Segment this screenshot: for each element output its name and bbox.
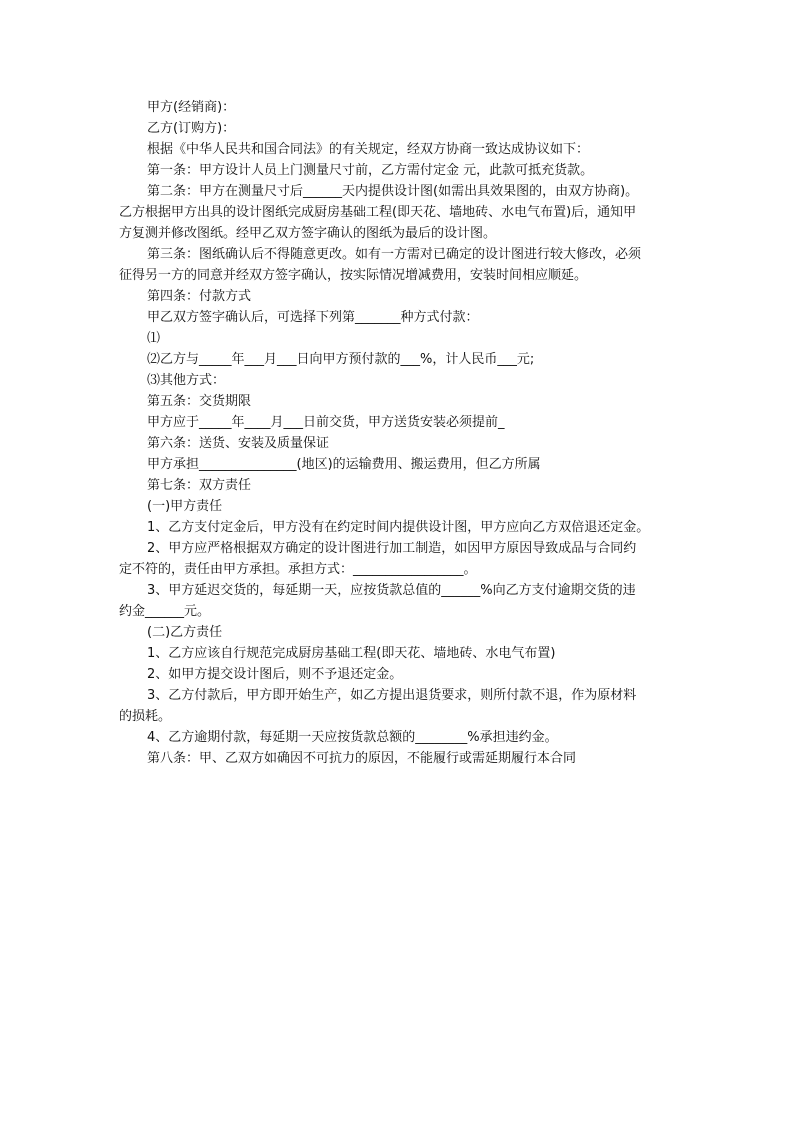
- paragraph: [119, 118, 689, 139]
- paragraph: [119, 727, 689, 748]
- paragraph: [119, 496, 689, 517]
- text-line: (一)甲方责任: [147, 499, 223, 514]
- paragraph: [119, 244, 689, 286]
- paragraph: [119, 517, 689, 538]
- paragraph: [119, 391, 689, 412]
- text-line: 定不符的，责任由甲方承担。承担方式：_________________。: [119, 562, 477, 577]
- paragraph: [119, 433, 689, 454]
- text-line: (二)乙方责任: [147, 625, 223, 640]
- text-line: 第一条：甲方设计人员上门测量尺寸前，乙方需付定金 元，此款可抵充货款。: [147, 163, 594, 178]
- paragraph: [119, 181, 689, 244]
- text-line: 1、乙方应该自行规范完成厨房基础工程(即天花、墙地砖、水电气布置): [147, 646, 556, 661]
- text-line: 方复测并修改图纸。经甲乙双方签字确认的图纸为最后的设计图。: [119, 226, 497, 241]
- text-line: 第八条：甲、乙双方如确因不可抗力的原因，不能履行或需延期履行本合同: [147, 751, 577, 766]
- text-line: 第三条：图纸确认后不得随意更改。如有一方需对已确定的设计图进行较大修改，必须: [147, 247, 642, 262]
- text-line: 4、乙方逾期付款，每延期一天应按货款总额的________%承担违约金。: [147, 730, 558, 745]
- paragraph: [119, 286, 689, 307]
- paragraph: [119, 685, 689, 727]
- text-line: 根据《中华人民共和国合同法》的有关规定，经双方协商一致达成协议如下：: [147, 142, 590, 157]
- text-line: 3、甲方延迟交货的，每延期一天，应按货款总值的______%向乙方支付逾期交货的违: [147, 583, 636, 598]
- text-line: 甲乙双方签字确认后，可选择下列第_______种方式付款：: [147, 310, 479, 325]
- paragraph: [119, 328, 689, 349]
- paragraph: [119, 475, 689, 496]
- text-line: 第五条：交货期限: [147, 394, 252, 409]
- paragraph: [119, 139, 689, 160]
- text-line: 第四条：付款方式: [147, 289, 252, 304]
- text-line: 乙方(订购方)：: [147, 121, 236, 136]
- text-line: ⑶其他方式：: [147, 373, 226, 388]
- text-line: 甲方应于_____年____月___日前交货，甲方送货安装必须提前_: [147, 415, 505, 430]
- text-line: 甲方(经销商)：: [147, 100, 236, 115]
- contract-body: [119, 97, 689, 769]
- paragraph: [119, 643, 689, 664]
- paragraph: [119, 748, 689, 769]
- paragraph: [119, 307, 689, 328]
- paragraph: [119, 160, 689, 181]
- text-line: 2、如甲方提交设计图后，则不予退还定金。: [147, 667, 403, 682]
- text-line: 第二条：甲方在测量尺寸后______天内提供设计图(如需出具效果图的，由双方协商)。: [147, 184, 639, 199]
- text-line: 1、乙方支付定金后，甲方没有在约定时间内提供设计图，甲方应向乙方双倍退还定金。: [147, 520, 650, 535]
- paragraph: [119, 538, 689, 580]
- text-line: 的损耗。: [119, 709, 172, 724]
- paragraph: [119, 97, 689, 118]
- text-line: 征得另一方的同意并经双方签字确认，按实际情况增减费用，安装时间相应顺延。: [119, 268, 588, 283]
- text-line: 第七条：双方责任: [147, 478, 252, 493]
- paragraph: [119, 370, 689, 391]
- text-line: 3、乙方付款后，甲方即开始生产，如乙方提出退货要求，则所付款不退，作为原材料: [147, 688, 637, 703]
- paragraph: [119, 622, 689, 643]
- text-line: 乙方根据甲方出具的设计图纸完成厨房基础工程(即天花、墙地砖、水电气布置)后，通知甲: [119, 205, 637, 220]
- text-line: 约金______元。: [119, 604, 211, 619]
- text-line: ⑵乙方与_____年___月___日向甲方预付款的___%，计人民币___元;: [147, 352, 535, 367]
- text-line: 甲方承担_______________(地区)的运输费用、搬运费用，但乙方所属: [147, 457, 541, 472]
- text-line: 第六条：送货、安装及质量保证: [147, 436, 330, 451]
- text-line: ⑴: [147, 331, 161, 346]
- paragraph: [119, 412, 689, 433]
- paragraph: [119, 580, 689, 622]
- text-line: 2、甲方应严格根据双方确定的设计图进行加工制造，如因甲方原因导致成品与合同约: [147, 541, 637, 556]
- paragraph: [119, 349, 689, 370]
- paragraph: [119, 664, 689, 685]
- paragraph: [119, 454, 689, 475]
